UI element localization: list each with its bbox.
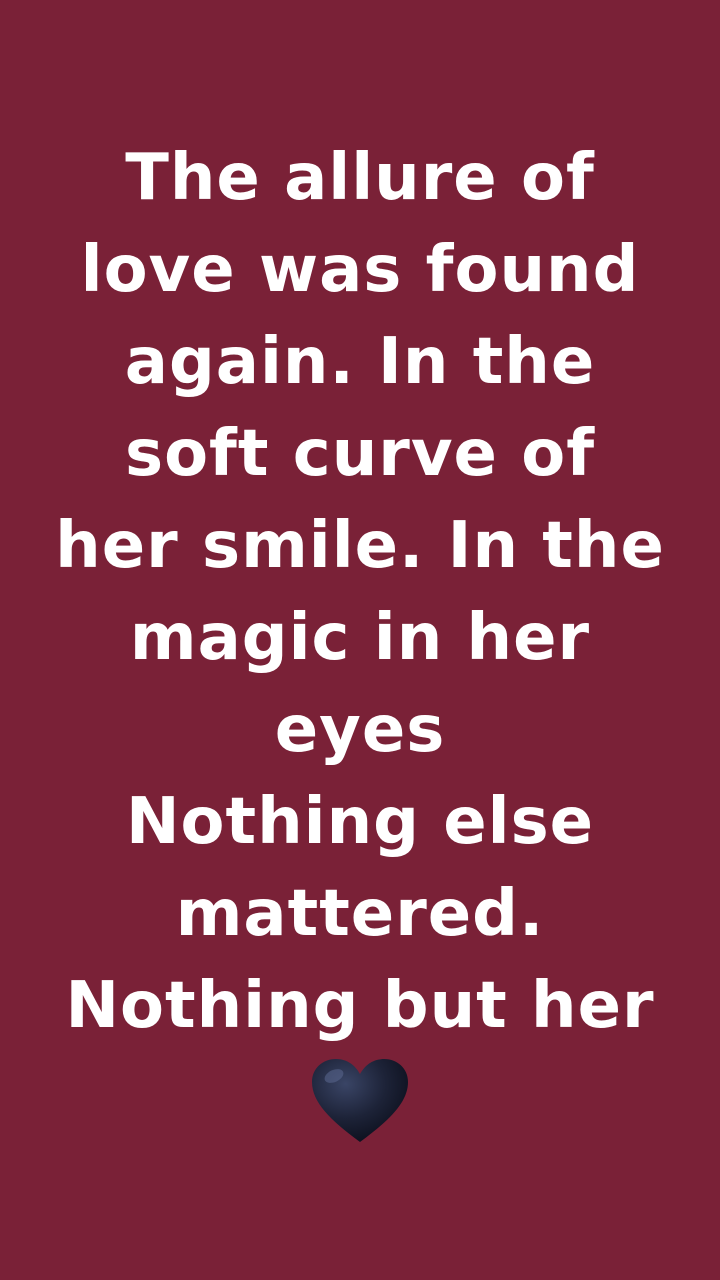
quote-line: Nothing but her [65, 969, 655, 1043]
quote-line: her smile. In the [55, 509, 665, 583]
quote-line: Nothing else [125, 785, 595, 859]
quote-line: love was found [80, 233, 640, 307]
quote-text [0, 132, 720, 1052]
quote-line: The allure of [125, 141, 595, 215]
quote-line: soft curve of [124, 417, 596, 491]
black-heart-icon [310, 1058, 410, 1144]
quote-line: again. In the [124, 325, 596, 399]
quote-line: magic in her [129, 601, 591, 675]
quote-line: mattered. [175, 877, 545, 951]
quote-line: eyes [274, 693, 446, 767]
